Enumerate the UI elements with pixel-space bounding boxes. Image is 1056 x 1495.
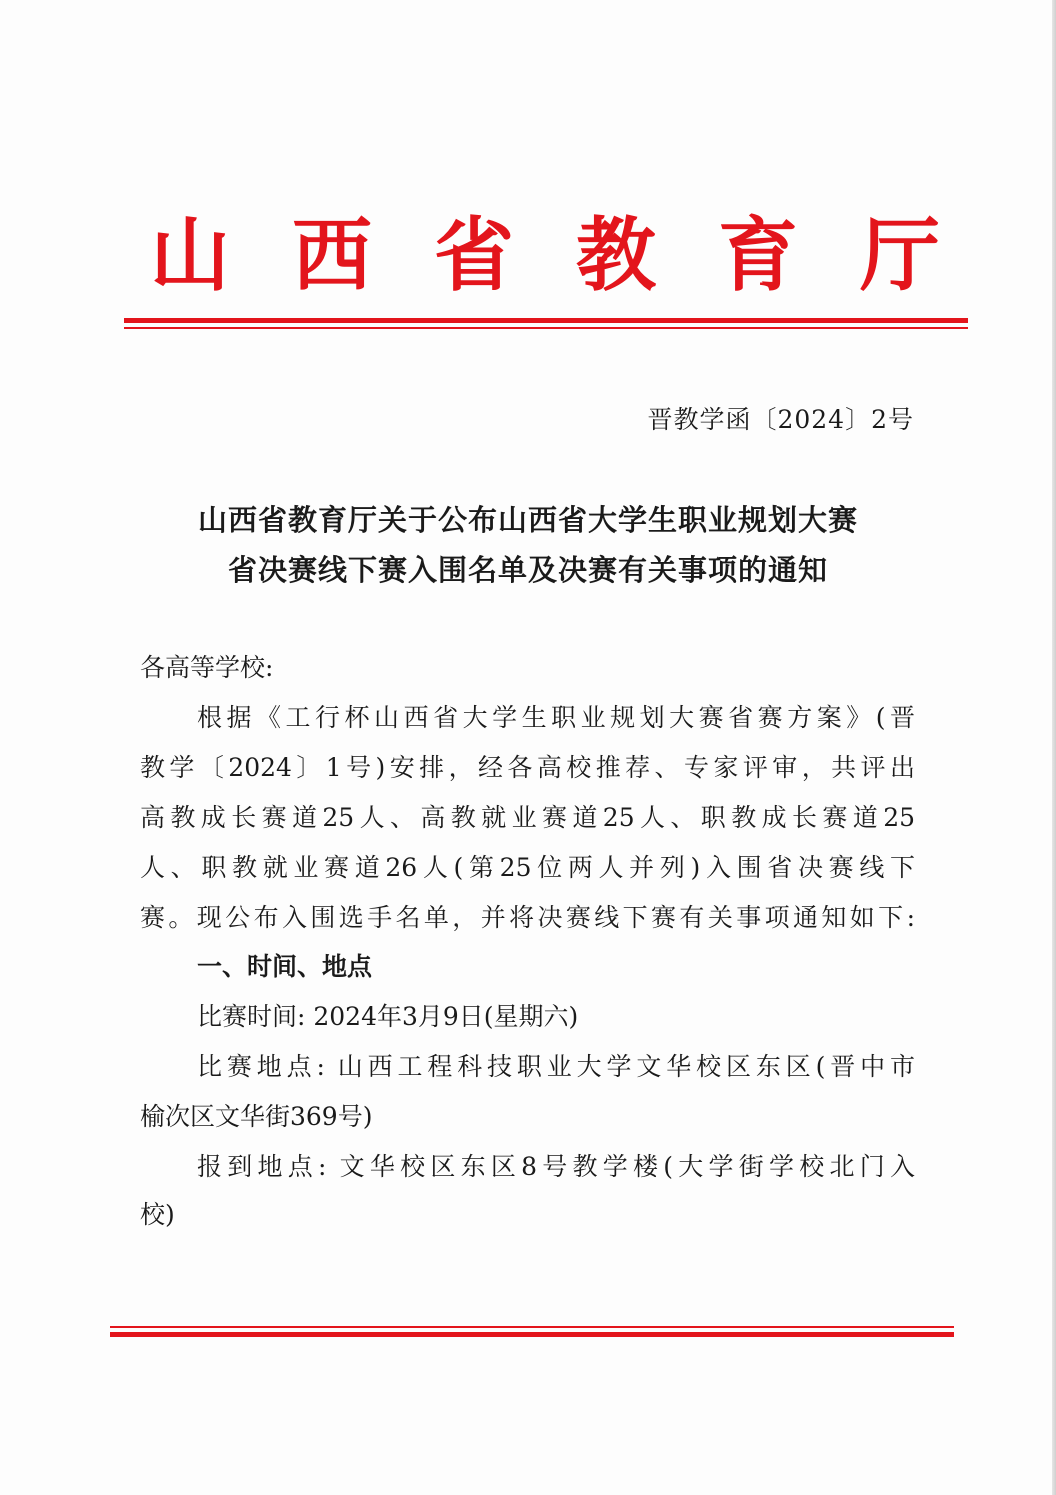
body-line: 人、职教就业赛道26人(第25位两人并列)入围省决赛线下 — [140, 853, 915, 882]
document-number: 晋教学函〔2024〕2号 — [647, 405, 914, 434]
issuer-char: 教 — [576, 208, 656, 302]
checkin-line: 校) — [140, 1200, 175, 1229]
addressee: 各高等学校: — [140, 653, 274, 682]
issuer-char: 西 — [292, 208, 372, 302]
section-heading: 一、时间、地点 — [197, 952, 373, 981]
footer-rule-thin — [110, 1326, 954, 1328]
checkin-line: 报到地点: 文华校区东区8号教学楼(大学街学校北门入 — [197, 1152, 915, 1181]
header-rule-thin — [124, 327, 968, 329]
issuer-header — [150, 200, 940, 310]
footer-rule-thick — [110, 1332, 954, 1337]
header-rule-thick — [124, 318, 968, 323]
notice-title-line-2: 省决赛线下赛入围名单及决赛有关事项的通知 — [227, 553, 828, 587]
match-venue-line: 榆次区文华街369号) — [140, 1102, 373, 1131]
page-edge — [1052, 0, 1056, 1495]
issuer-char: 省 — [434, 208, 514, 302]
body-line: 教学〔2024〕1号)安排，经各高校推荐、专家评审，共评出 — [140, 753, 915, 782]
issuer-char: 育 — [718, 208, 798, 302]
notice-title-line-1: 山西省教育厅关于公布山西省大学生职业规划大赛 — [197, 503, 858, 537]
body-line: 赛。现公布入围选手名单，并将决赛线下赛有关事项通知如下: — [140, 903, 915, 932]
match-time: 比赛时间: 2024年3月9日(星期六) — [197, 1002, 579, 1031]
body-line: 根据《工行杯山西省大学生职业规划大赛省赛方案》(晋 — [197, 703, 915, 732]
match-venue-line: 比赛地点: 山西工程科技职业大学文华校区东区(晋中市 — [197, 1052, 915, 1081]
issuer-char: 厅 — [860, 208, 940, 302]
issuer-char: 山 — [150, 208, 230, 302]
body-line: 高教成长赛道25人、高教就业赛道25人、职教成长赛道25 — [140, 803, 915, 832]
